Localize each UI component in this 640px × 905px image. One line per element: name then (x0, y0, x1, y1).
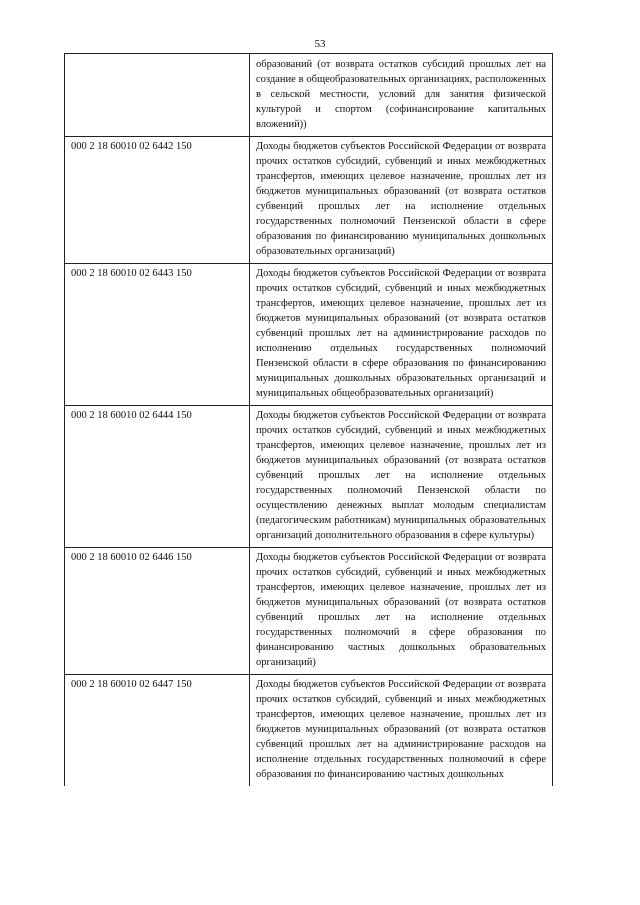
revenue-code-cell: 000 2 18 60010 02 6443 150 (65, 264, 250, 406)
revenue-description-cell: образований (от возврата остатков субсидий прошлых лет на создание в общеобразовательных организациях, расположенных в сельской местности, условий для занятия физической культурой и спортом (софинансирование капитальных вложений)) (250, 54, 553, 137)
table-row (65, 137, 553, 264)
table-row (65, 548, 553, 675)
table-row (65, 264, 553, 406)
table-row (65, 675, 553, 787)
table-row (65, 54, 553, 137)
revenue-description-cell: Доходы бюджетов субъектов Российской Федерации от возврата прочих остатков субсидий, субвенций и иных межбюджетных трансфертов, имеющих целевое назначение, прошлых лет из бюджетов муниципальных образований (от возврата остатков субвенций прошлых лет на исполнение отдельных государственных полномочий в сфере образования по финансированию частных дошкольных образовательных организаций) (250, 548, 553, 675)
table-row (65, 406, 553, 548)
revenue-description-cell: Доходы бюджетов субъектов Российской Федерации от возврата прочих остатков субсидий, субвенций и иных межбюджетных трансфертов, имеющих целевое назначение, прошлых лет из бюджетов муниципальных образований (от возврата остатков субвенций прошлых лет на исполнение отдельных государственных полномочий Пензенской области в сфере образования по финансированию муниципальных дошкольных образовательных организаций) (250, 137, 553, 264)
revenue-code-cell: 000 2 18 60010 02 6444 150 (65, 406, 250, 548)
revenue-description-cell: Доходы бюджетов субъектов Российской Федерации от возврата прочих остатков субсидий, субвенций и иных межбюджетных трансфертов, имеющих целевое назначение, прошлых лет из бюджетов муниципальных образований (от возврата остатков субвенций прошлых лет на администрирование расходов по исполнению отдельных государственных полномочий Пензенской области в сфере образования по финансированию муниципальных дошкольных образовательных организаций и муниципальных общеобразовательных организаций) (250, 264, 553, 406)
revenue-code-cell: 000 2 18 60010 02 6442 150 (65, 137, 250, 264)
revenue-code-cell: 000 2 18 60010 02 6447 150 (65, 675, 250, 787)
page-number: 53 (314, 38, 326, 50)
revenue-code-table (64, 53, 553, 786)
revenue-code-cell (65, 54, 250, 137)
revenue-description-cell: Доходы бюджетов субъектов Российской Федерации от возврата прочих остатков субсидий, субвенций и иных межбюджетных трансфертов, имеющих целевое назначение, прошлых лет из бюджетов муниципальных образований (от возврата остатков субвенций прошлых лет на исполнение отдельных государственных полномочий Пензенской области по осуществлению денежных выплат молодым специалистам (педагогическим работникам) муниципальных образовательных организаций дополнительного образования в сфере культуры) (250, 406, 553, 548)
revenue-code-cell: 000 2 18 60010 02 6446 150 (65, 548, 250, 675)
revenue-description-cell: Доходы бюджетов субъектов Российской Федерации от возврата прочих остатков субсидий, субвенций и иных межбюджетных трансфертов, имеющих целевое назначение, прошлых лет из бюджетов муниципальных образований (от возврата остатков субвенций прошлых лет на администрирование расходов на исполнение отдельных государственных полномочий в сфере образования по финансированию частных дошкольных (250, 675, 553, 787)
